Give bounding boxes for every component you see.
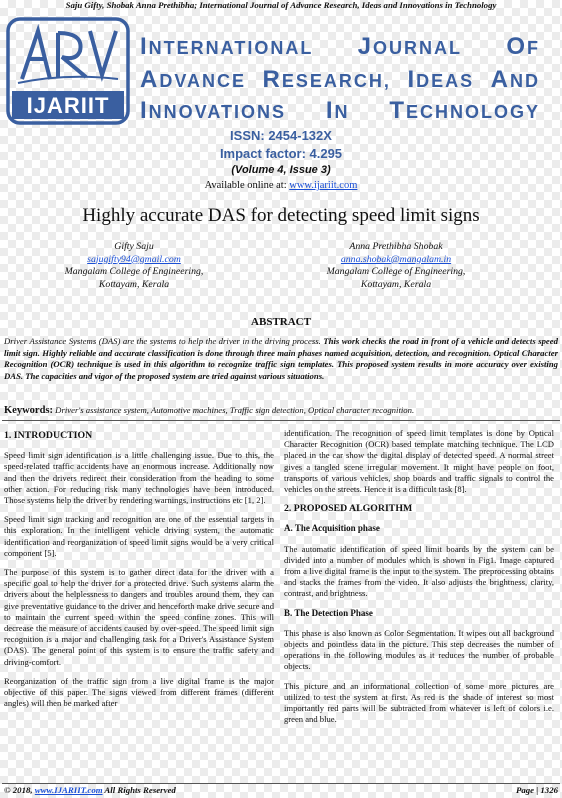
journal-title-line-2 [140,66,540,94]
author-1-email-link[interactable]: sajugifty94@gmail.com [87,253,181,265]
journal-title-word: ADVANCE [140,66,247,93]
paragraph: Reorganization of the traffic sign from a live digital frame is the major objective of this paper. The signs viewed from different frames (different angles) will then be marked after [4,675,274,709]
footer [4,785,558,795]
keywords-divider [2,420,560,421]
journal-title-line-3 [140,97,540,125]
paragraph: The purpose of this system is to gather direct data for the driver with a specific goal to help the driver for a protected drive. Such systems alarm the drivers about the helplessness to dangers and troubles around them, they can give preventative guidance to the driver and henceforth make drive secure and to maintain the current speed within the speed confine zones. This will decrease the measure of accidents caused by over-speed. The speed limit sign recognition is a major and challenging task for a Driver's Assistance System (DAS). The general point of this system is to ensure the traffic safety and driving-comfort. [4,567,274,667]
copyright-suffix: All Rights Reserved [102,785,176,795]
author-1 [14,241,254,291]
journal-title-word: INNOVATIONS [140,97,287,124]
abstract-rest: This work checks the road in front of a vehicle and detects speed limit sign. Highly reliable and accurate classification is done through three main phases named acquisition, detection, and recognition. Optical Character Recognition (OCR) technique is used in this algorithm to recognize traffic sign templates. This proposed system results in more accuracy over existing DAS. The capacities and vigor of the proposed system are tried against various situations. [4,336,558,381]
page-number: Page | 1326 [515,785,558,795]
keywords-label: Keywords: [4,405,53,416]
journal-title-word: JOURNAL [357,33,462,60]
subsection-heading-acquisition: A. The Acquisition phase [284,523,380,534]
abstract-lead: Driver Assistance Systems (DAS) are the systems to help the driver in the driving process. [4,336,321,346]
journal-title-word: INTERNATIONAL [140,33,313,60]
keywords [4,405,558,416]
journal-title-word: IDEAS [407,66,475,93]
author-2-email-link[interactable]: anna.shobak@mangalam.in [340,253,452,265]
author-2-affiliation: Mangalam College of Engineering, [326,266,466,277]
journal-title-word: IN [325,97,350,124]
author-1-affiliation: Mangalam College of Engineering, [64,266,204,277]
volume-issue: (Volume 4, Issue 3) [231,164,331,176]
logo-text: IJARIIT [26,93,110,118]
paragraph: This phase is also known as Color Segmentation. It wipes out all background objects and pointless data in the picture. This step decreases the number of operations in the following modules as it reduces the number of probable objects. [284,627,554,672]
author-1-name: Gifty Saju [114,241,154,252]
author-2 [276,241,516,291]
paper-title: Highly accurate DAS for detecting speed limit signs [82,205,480,226]
left-column [4,428,274,717]
journal-title-line-1 [140,33,540,61]
author-1-location: Kottayam, Kerala [98,278,170,290]
paragraph: The automatic identification of speed limit boards by the system can be divided into a number of modules which is shown in Fig1. Image captured from a live digital frame is the input to the system. The preprocessing obtains and stacks the frames from the video. It also adjusts the brightness, clarity, contrast, and brightness. [284,543,554,599]
paragraph: This picture and an informational collection of some more pictures are utilized to test the system at first. As red is the shade of interest so most importantly red parts will be subtracted from whatever is left of colors i.e. green and blue. [284,680,554,725]
paragraph: Speed limit sign identification is a little challenging issue. Due to this, the speed-related traffic accidents have an enormous increase. Additionally now and then the drivers redirect their consideration from the heading to some other action. For reducing risk many technologies have been introduced. Those systems help the driver by rendering warnings, instructions etc [1, 2]. [4,450,274,506]
right-column [284,428,554,733]
available-online [0,180,562,191]
journal-website-link[interactable]: www.ijariit.com [289,180,358,191]
subsection-heading-detection: B. The Detection Phase [284,607,373,618]
abstract-body [4,336,558,382]
author-2-location: Kottayam, Kerala [360,278,432,290]
impact-factor: Impact factor: 4.295 [219,146,343,161]
journal-title-word: TECHNOLOGY [389,97,540,124]
available-label: Available online at: [204,180,290,191]
paragraph: identification. The recognition of speed limit templates is done by Optical Character Recognition (OCR) based template matching technique. The LCD placed in the car show the digital display of detected speed. A normal street gives a tangled scene irregular movement. It might have people on foot, transports of various vehicles, shop boards and traffic signals to control the vehicles on the streets. Hence it is a difficult task [8]. [284,428,554,495]
section-heading-proposed-algorithm: 2. PROPOSED ALGORITHM [284,503,413,515]
running-header: Saju Gifty, Shobak Anna Prethibha; International Journal of Advance Research, Ideas and Innovations in Technology [65,0,497,10]
keywords-list: Driver's assistance system, Automotive machines, Traffic sign detection, Optical character recognition. [53,405,415,415]
abstract-heading: ABSTRACT [251,316,311,328]
author-2-name: Anna Prethibha Shobak [349,241,443,252]
journal-title-word: RESEARCH, [262,66,391,93]
footer-divider [2,783,560,784]
footer-website-link[interactable]: www.IJARIIT.com [34,785,103,795]
copyright-prefix: © 2018, [4,785,35,795]
section-heading-introduction: 1. INTRODUCTION [4,430,93,441]
ijariit-logo [6,17,130,125]
issn: ISSN: 2454-132X [230,128,332,143]
paragraph: Speed limit sign tracking and recognition are one of the essential targets in this exploration. In the intelligent vehicle driving system, the automatic identification and reorganization of speed limit signs would be a very critical component [5]. [4,514,274,558]
journal-title-word: OF [506,33,540,60]
journal-title-word: AND [490,66,540,93]
